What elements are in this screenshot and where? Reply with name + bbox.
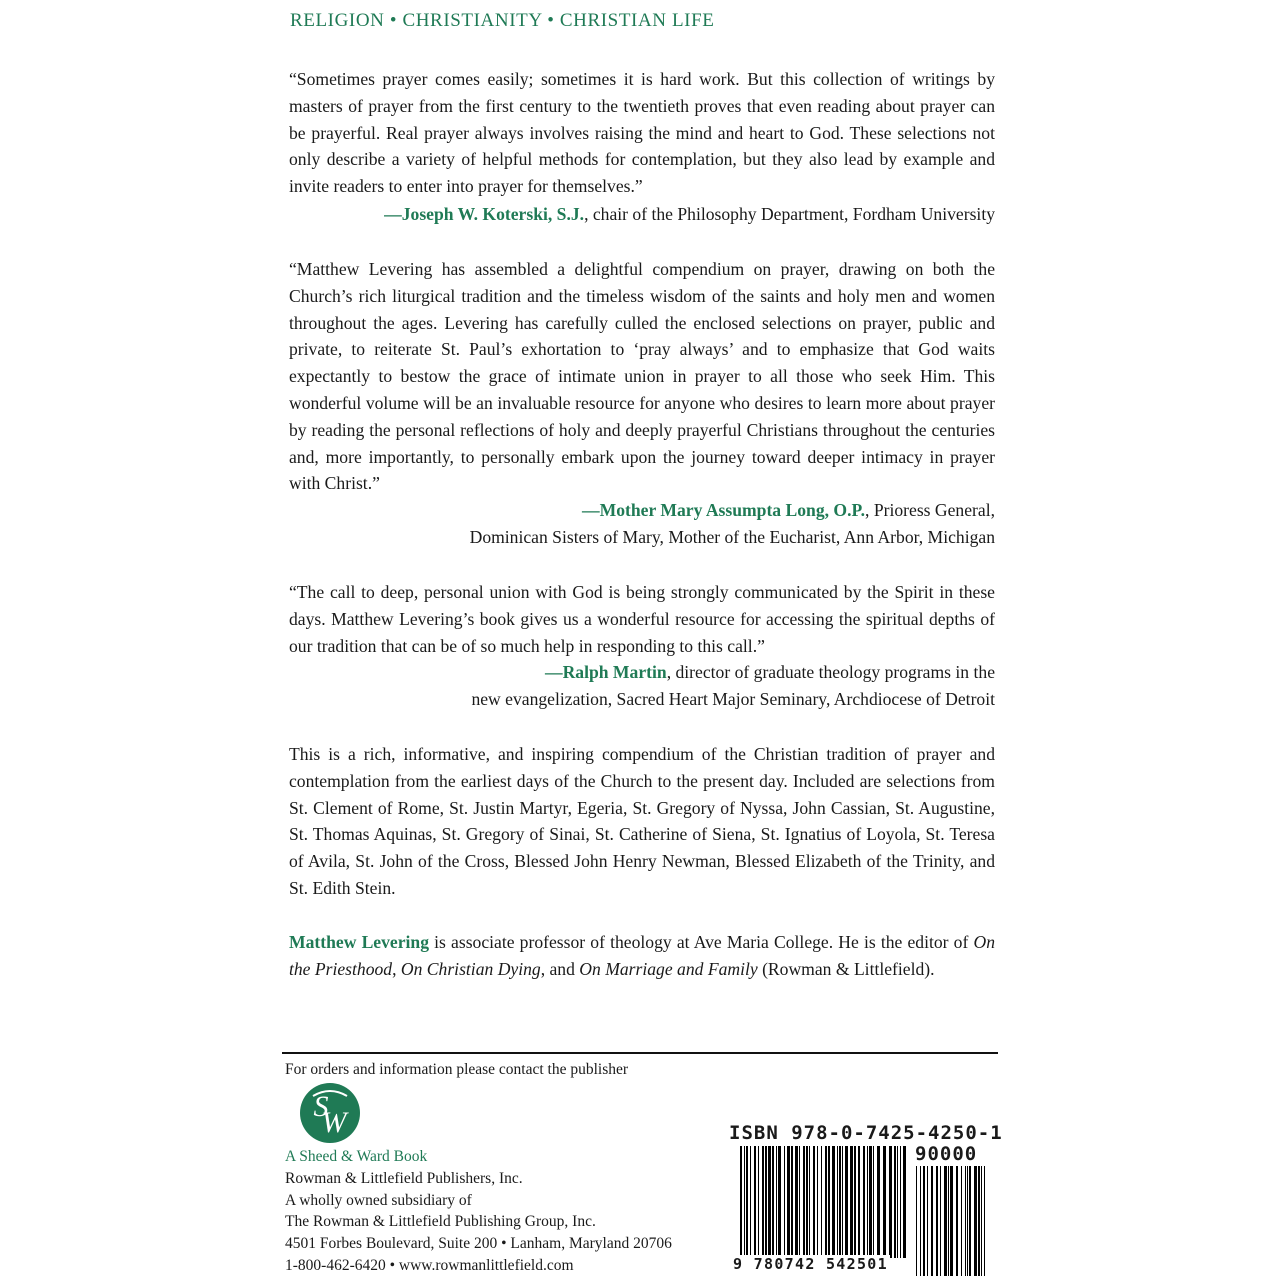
- orders-info: For orders and information please contact the publisher: [285, 1061, 629, 1078]
- author-bio: Matthew Levering is associate professor of theology at Ave Maria College. He is the editor of On the Priesthood, On Christian Dying, and On Marriage and Family (Rowman & Littlefield).: [289, 932, 995, 979]
- barcode-addon-bar: [974, 1166, 977, 1276]
- barcode-bar: [825, 1146, 827, 1258]
- barcode-bar: [809, 1146, 810, 1258]
- barcode-bar: [877, 1146, 880, 1258]
- barcode-addon-bar: [923, 1166, 925, 1276]
- svg-text:W: W: [321, 1106, 347, 1139]
- divider-rule: [282, 1052, 998, 1054]
- barcode-bar: [754, 1146, 756, 1258]
- isbn-label: ISBN 978-0-7425-4250-1: [729, 1122, 1003, 1144]
- barcode-addon-bar: [948, 1166, 949, 1276]
- barcode-bar: [744, 1146, 745, 1258]
- barcode-bar: [772, 1146, 774, 1258]
- barcode-bar: [854, 1146, 856, 1258]
- barcode-addon-bar: [967, 1166, 968, 1276]
- barcode-bar: [889, 1146, 892, 1258]
- barcode-bar: [758, 1146, 759, 1258]
- barcode-bar: [883, 1146, 886, 1258]
- barcode-addon-bar: [961, 1166, 962, 1276]
- barcode-addon-bar: [936, 1166, 938, 1276]
- sheed-ward-logo-icon: [299, 1082, 361, 1144]
- svg-text:S: S: [313, 1090, 329, 1123]
- barcode-digits: 9 780742 542501: [733, 1255, 888, 1273]
- barcode-addon-bar: [940, 1166, 941, 1276]
- endorsement-attribution-1: —Joseph W. Koterski, S.J., chair of the Philosophy Department, Fordham University: [384, 204, 995, 224]
- barcode-addon-bar: [981, 1166, 982, 1276]
- barcode-addon-bar: [920, 1166, 921, 1276]
- barcode-bar: [842, 1146, 843, 1258]
- barcode-bar: [828, 1146, 830, 1258]
- endorser-affiliation-2: Dominican Sisters of Mary, Mother of the Eucharist, Ann Arbor, Michigan: [469, 526, 995, 547]
- barcode-bar: [837, 1146, 838, 1258]
- barcode-addon-bar: [944, 1166, 947, 1276]
- endorsement-attribution-3: —Ralph Martin, director of graduate theology programs in the new evangelization, Sacred Heart Major Seminary, Archdiocese of Detroit: [289, 659, 995, 713]
- barcode-addon-bar: [931, 1166, 933, 1276]
- publisher-line: Rowman & Littlefield Publishers, Inc.: [285, 1169, 523, 1187]
- publisher-line: 1-800-462-6420 • www.rowmanlittlefield.com: [285, 1256, 574, 1274]
- publisher-line: The Rowman & Littlefield Publishing Group, Inc.: [285, 1213, 596, 1231]
- barcode-addon-bar: [978, 1166, 980, 1276]
- endorser-name-2: —Mother Mary Assumpta Long, O.P.: [582, 500, 866, 520]
- barcode-bar: [787, 1146, 790, 1258]
- publisher-line: A Sheed & Ward Book: [285, 1148, 428, 1165]
- barcode-bar: [873, 1146, 874, 1258]
- barcode-bar: [858, 1146, 860, 1258]
- barcode-addon-bar: [927, 1166, 928, 1276]
- barcode-addon-bar: [950, 1166, 953, 1276]
- endorsement-quote-2: “Matthew Levering has assembled a delightful compendium on prayer, drawing on both the Church’s rich liturgical tradition and the timeless wisdom of the saints and holy men and women throughout the ages. Levering has carefully culled the enclosed selections on prayer, public and private, to reiterate St. Paul’s exhortation to ‘pray always’ and to emphasize that God waits expectantly to bestow the grace of intimate union in prayer to all those who seek Him. This wonderful volume will be an invaluable resource for anyone who desires to learn more about prayer by reading the personal reflections of holy and deeply prayerful Christians throughout the centuries and, more importantly, to personally embark upon the journey toward deeper intimacy in prayer with Christ.”: [289, 259, 995, 494]
- book-description: This is a rich, informative, and inspiring compendium of the Christian tradition of prayer and contemplation from the earliest days of the Church to the present day. Included are selections from St. Clement of Rome, St. Justin Martyr, Egeria, St. Gregory of Nyssa, John Cassian, St. Augustine, St. Thomas Aquinas, St. Gregory of Sinai, St. Catherine of Siena, St. Ignatius of Loyola, St. Teresa of Avila, St. John of the Cross, Blessed John Henry Newman, Blessed Elizabeth of the Trinity, and St. Edith Stein.: [289, 744, 995, 898]
- barcode-addon-bar: [965, 1166, 966, 1276]
- barcode-bar: [894, 1146, 896, 1258]
- barcode-bar: [821, 1146, 822, 1258]
- barcode-bar: [776, 1146, 777, 1258]
- publisher-line: A wholly owned subsidiary of: [285, 1191, 472, 1209]
- barcode-bar: [850, 1146, 853, 1258]
- barcode-bar: [750, 1146, 751, 1258]
- category-heading: RELIGION • CHRISTIANITY • CHRISTIAN LIFE: [290, 10, 715, 31]
- barcode-bar: [778, 1146, 781, 1258]
- barcode-addon-number: 90000: [915, 1143, 978, 1165]
- barcode-bar: [803, 1146, 805, 1258]
- endorser-affiliation-3: new evangelization, Sacred Heart Major Seminary, Archdiocese of Detroit: [471, 688, 995, 709]
- barcode-bar: [784, 1146, 785, 1258]
- endorsement-quote-3: “The call to deep, personal union with God is being strongly communicated by the Spirit in these days. Matthew Levering’s book gives us a wonderful resource for accessing the spiritual depths of our tradition that can be of so much help in responding to this call.”: [289, 582, 995, 656]
- endorsement-attribution-2: —Mother Mary Assumpta Long, O.P., Prioress General, Dominican Sisters of Mary, Mother of the Eucharist, Ann Arbor, Michigan: [289, 497, 995, 551]
- barcode-addon-bar: [956, 1166, 958, 1276]
- endorsement-quote-1: “Sometimes prayer comes easily; sometimes it is hard work. But this collection of writings by masters of prayer from the first century to the twentieth proves that even reading about prayer can be prayerful. Real prayer always involves raising the mind and heart to God. These selections not only describe a variety of helpful methods for contemplation, but they also lead by example and invite readers to enter into prayer for themselves.”: [289, 69, 995, 197]
- publisher-info: [285, 1146, 672, 1277]
- barcode-bar: [867, 1146, 868, 1258]
- barcode-bar: [869, 1146, 872, 1258]
- barcode-bar: [762, 1146, 764, 1258]
- barcode-bar: [900, 1146, 901, 1258]
- barcode-bar: [746, 1146, 748, 1258]
- endorser-name-1: —Joseph W. Koterski, S.J.: [384, 204, 585, 224]
- barcode-bar: [799, 1146, 800, 1258]
- barcode-bar: [903, 1146, 906, 1258]
- publisher-line: 4501 Forbes Boulevard, Suite 200 • Lanham, Maryland 20706: [285, 1235, 672, 1253]
- barcode-addon-bar: [916, 1166, 917, 1276]
- barcode-addon-bar: [984, 1166, 985, 1276]
- author-name: Matthew Levering: [289, 932, 429, 952]
- barcode-bar: [817, 1146, 818, 1258]
- barcode-bar: [832, 1146, 835, 1258]
- barcode-bar: [845, 1146, 848, 1258]
- barcode-bar: [813, 1146, 815, 1258]
- barcode-addon-bar: [969, 1166, 971, 1276]
- barcode-bar: [839, 1146, 841, 1258]
- endorser-name-3: —Ralph Martin: [544, 662, 667, 682]
- barcode-bar: [765, 1146, 767, 1258]
- barcode-bar: [795, 1146, 798, 1258]
- barcode-bar: [791, 1146, 793, 1258]
- barcode-bar: [897, 1146, 898, 1258]
- barcode-bar: [740, 1146, 742, 1258]
- barcode-bar: [806, 1146, 808, 1258]
- barcode-bar: [863, 1146, 865, 1258]
- barcode-bar: [768, 1146, 771, 1258]
